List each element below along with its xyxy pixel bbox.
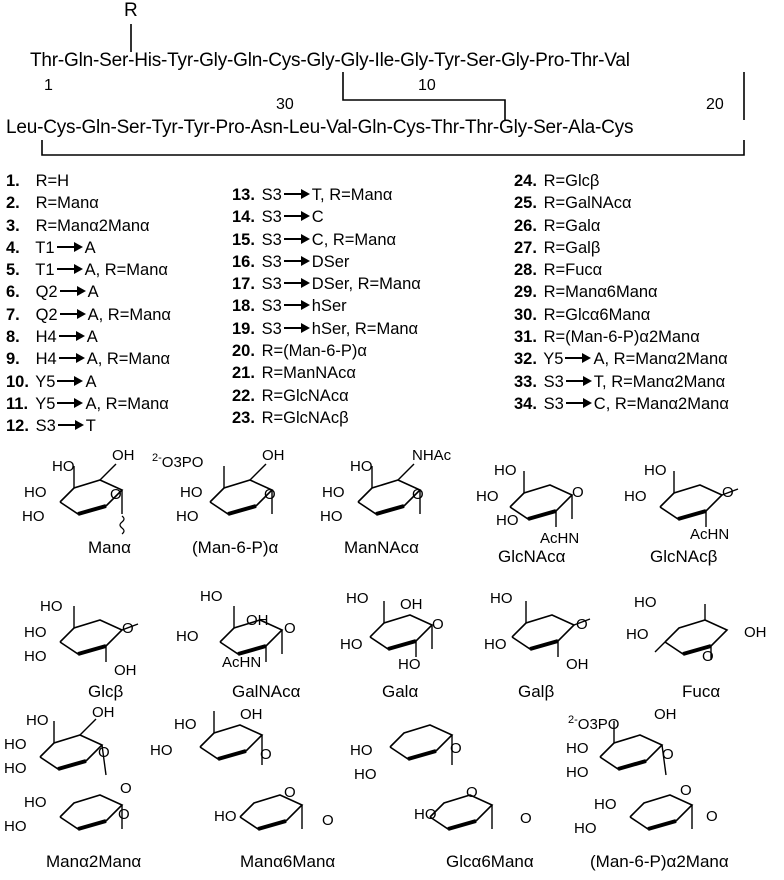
label-man6p-alpha: (Man-6-P)α xyxy=(192,538,279,557)
man6p2man-o: O xyxy=(662,746,674,763)
man2man-o: O xyxy=(98,744,110,761)
glc6man-o: O xyxy=(450,740,462,757)
list-item: 4. T1 A xyxy=(6,238,96,257)
glc-b-ho-2: HO xyxy=(24,624,47,641)
man6p-o: O xyxy=(264,486,276,503)
label-glc-beta: Glcβ xyxy=(88,682,124,701)
glcnac-b-ho: HO xyxy=(644,462,667,479)
man2man-ho-4: HO xyxy=(24,794,47,811)
mannac-ho-3: HO xyxy=(320,508,343,525)
list-item: 14. S3 C xyxy=(232,208,324,227)
list-item: 26. R=Galα xyxy=(514,216,601,235)
man6p2man-ho-2: HO xyxy=(566,764,589,781)
galnac-oh: OH xyxy=(246,612,269,629)
sequence-line-2: Leu-Cys-Gln-Ser-Tyr-Tyr-Pro-Asn-Leu-Val-Gln-Cys-Thr-Thr-Gly-Ser-Ala-Cys xyxy=(6,117,634,138)
glcnac-b-o: O xyxy=(722,484,734,501)
list-item: 6. Q2 A xyxy=(6,283,99,302)
gal-a-ho-2: HO xyxy=(340,636,363,653)
residue-number-1: 1 xyxy=(44,77,53,94)
label-man6man: Manα6Manα xyxy=(240,852,336,871)
glcnac-b-ho-2: HO xyxy=(624,488,647,505)
glcnac-a-achn: AcHN xyxy=(540,530,580,547)
label-man2man: Manα2Manα xyxy=(46,852,142,871)
fuc-o: O xyxy=(702,648,714,665)
list-item: 18. S3 hSer xyxy=(232,297,347,316)
label-man-alpha: Manα xyxy=(88,538,131,557)
man-alpha-ho-2: HO xyxy=(24,484,47,501)
glc6man-ho-2: HO xyxy=(354,766,377,783)
list-item: 15. S3 C, R=Manα xyxy=(232,230,397,249)
man6p-phosphate: $^{2-}$O3PO xyxy=(152,452,204,471)
man6man-oh: OH xyxy=(240,706,263,723)
glc6man-o-3: O xyxy=(520,810,532,827)
label-mannac-alpha: ManNAcα xyxy=(344,538,420,557)
galnac-o: O xyxy=(284,620,296,637)
list-item: 33. S3 T, R=Manα2Manα xyxy=(514,372,726,391)
label-man6p2man: (Man-6-P)α2Manα xyxy=(590,852,729,871)
residue-number-30: 30 xyxy=(276,96,294,113)
galnac-ho: HO xyxy=(200,588,223,605)
list-item: 7. Q2 A, R=Manα xyxy=(6,305,171,324)
man2man-ho-5: HO xyxy=(4,818,27,835)
list-item: 9. H4 A, R=Manα xyxy=(6,350,171,369)
man2man-ho: HO xyxy=(26,712,49,729)
man6man-o-3: O xyxy=(322,812,334,829)
list-item: 11. Y5 A, R=Manα xyxy=(6,394,169,413)
glcnac-alpha-structure xyxy=(510,471,572,527)
list-item: 23. R=GlcNAcβ xyxy=(232,408,349,427)
list-item: 12. S3 T xyxy=(6,417,96,436)
list-item: 20. R=(Man-6-P)α xyxy=(232,342,367,361)
label-glc6man: Glcα6Manα xyxy=(446,852,534,871)
man6p2man-o-3: O xyxy=(706,808,718,825)
list-item: 2. R=Manα xyxy=(6,194,99,213)
gal-b-ho-2: HO xyxy=(484,636,507,653)
list-item: 8. H4 A xyxy=(6,328,98,347)
glc6man-ho-3: HO xyxy=(414,806,437,823)
mannac-o: O xyxy=(412,486,424,503)
mannac-ho: HO xyxy=(350,458,373,475)
list-item: 16. S3 DSer xyxy=(232,252,350,271)
glcnac-a-ho-2: HO xyxy=(476,488,499,505)
man2man-oh: OH xyxy=(92,704,115,721)
gal-a-oh: OH xyxy=(400,596,423,613)
label-gal-alpha: Galα xyxy=(382,682,419,701)
list-item: 29. R=Manα6Manα xyxy=(514,283,658,302)
fuc-ho-2: HO xyxy=(626,626,649,643)
mannac-ho-2: HO xyxy=(322,484,345,501)
list-item: 13. S3 T, R=Manα xyxy=(232,186,393,204)
man2man-ho-3: HO xyxy=(4,760,27,777)
list-item: 28. R=Fucα xyxy=(514,261,603,280)
fuc-ho: HO xyxy=(634,594,657,611)
glcnac-a-ho-3: HO xyxy=(496,512,519,529)
man6p-ho: HO xyxy=(180,484,203,501)
gal-a-o: O xyxy=(432,616,444,633)
galnac-ho-2: HO xyxy=(176,628,199,645)
gal-a-ho-3: HO xyxy=(398,656,421,673)
galnac-achn: AcHN xyxy=(222,654,262,671)
man2man-structure xyxy=(40,719,122,829)
man2man-o-3: O xyxy=(118,806,130,823)
man-alpha-ho: HO xyxy=(52,458,75,475)
list-item: 1. R=H xyxy=(6,172,70,190)
glcnac-a-o: O xyxy=(572,484,584,501)
list-item: 32. Y5 A, R=Manα2Manα xyxy=(514,350,728,369)
man6man-o: O xyxy=(260,746,272,763)
list-item: 19. S3 hSer, R=Manα xyxy=(232,319,419,338)
glc6man-ho: HO xyxy=(350,742,373,759)
gal-b-ho: HO xyxy=(490,590,513,607)
list-item: 10. Y5 A xyxy=(6,372,97,391)
label-fuc-alpha: Fucα xyxy=(682,682,721,701)
list-item: 30. R=Glcα6Manα xyxy=(514,305,651,324)
man6p2man-ho-3: HO xyxy=(594,796,617,813)
residue-number-20: 20 xyxy=(706,96,724,113)
man6p2man-phosphate: $^{2-}$O3PO xyxy=(568,714,620,733)
glcnac-a-ho: HO xyxy=(494,462,517,479)
fuc-alpha-structure xyxy=(655,604,727,660)
man6p-oh: OH xyxy=(262,447,285,464)
label-glcnac-beta: GlcNAcβ xyxy=(650,547,718,566)
list-item: 17. S3 DSer, R=Manα xyxy=(232,275,421,294)
glc6man-o-2: O xyxy=(466,784,478,801)
man6p2man-o-2: O xyxy=(680,782,692,799)
man-alpha-oh: OH xyxy=(112,447,135,464)
man6p-ho-2: HO xyxy=(176,508,199,525)
list-item: 25. R=GalNAcα xyxy=(514,194,632,213)
sequence-line-1: Thr-Gln-Ser-His-Tyr-Gly-Gln-Cys-Gly-Gly-Ile-Gly-Tyr-Ser-Gly-Pro-Thr-Val xyxy=(30,50,630,71)
mannac-nhac: NHAc xyxy=(412,447,452,464)
man6p-alpha-structure xyxy=(210,464,272,514)
residue-number-10: 10 xyxy=(418,77,436,94)
glc-b-o: O xyxy=(122,620,134,637)
man-alpha-o: O xyxy=(110,486,122,503)
list-item: 34. S3 C, R=Manα2Manα xyxy=(514,394,729,413)
man2man-ho-2: HO xyxy=(4,736,27,753)
label-glcnac-alpha: GlcNAcα xyxy=(498,547,566,566)
list-item: 21. R=ManNAcα xyxy=(232,364,356,383)
gal-b-o: O xyxy=(576,616,588,633)
list-item: 22. R=GlcNAcα xyxy=(232,386,349,405)
gal-a-ho: HO xyxy=(346,590,369,607)
man-alpha-ho-3: HO xyxy=(22,508,45,525)
man6p2man-ho: HO xyxy=(566,740,589,757)
man2man-o-2: O xyxy=(120,780,132,797)
label-galnac-alpha: GalNAcα xyxy=(232,682,301,701)
r-label: R xyxy=(124,0,138,21)
list-item: 31. R=(Man-6-P)α2Manα xyxy=(514,328,700,347)
list-item: 5. T1 A, R=Manα xyxy=(6,261,168,280)
fuc-oh: OH xyxy=(744,624,767,641)
man6p2man-oh: OH xyxy=(654,706,677,723)
glc6man-structure xyxy=(390,725,492,829)
man6man-o-2: O xyxy=(284,784,296,801)
list-item: 3. R=Manα2Manα xyxy=(6,216,150,235)
glc-b-ho: HO xyxy=(40,598,63,615)
list-item: 27. R=Galβ xyxy=(514,238,601,257)
list-item: 24. R=Glcβ xyxy=(514,172,600,190)
man6man-ho-3: HO xyxy=(214,808,237,825)
glcnac-b-achn: AcHN xyxy=(690,526,730,543)
glc-b-oh: OH xyxy=(114,662,137,679)
glc-b-ho-3: HO xyxy=(24,648,47,665)
label-gal-beta: Galβ xyxy=(518,682,555,701)
man6p2man-ho-4: HO xyxy=(574,820,597,837)
man6man-ho: HO xyxy=(174,716,197,733)
man6man-ho-2: HO xyxy=(150,742,173,759)
gal-b-oh: OH xyxy=(566,656,589,673)
